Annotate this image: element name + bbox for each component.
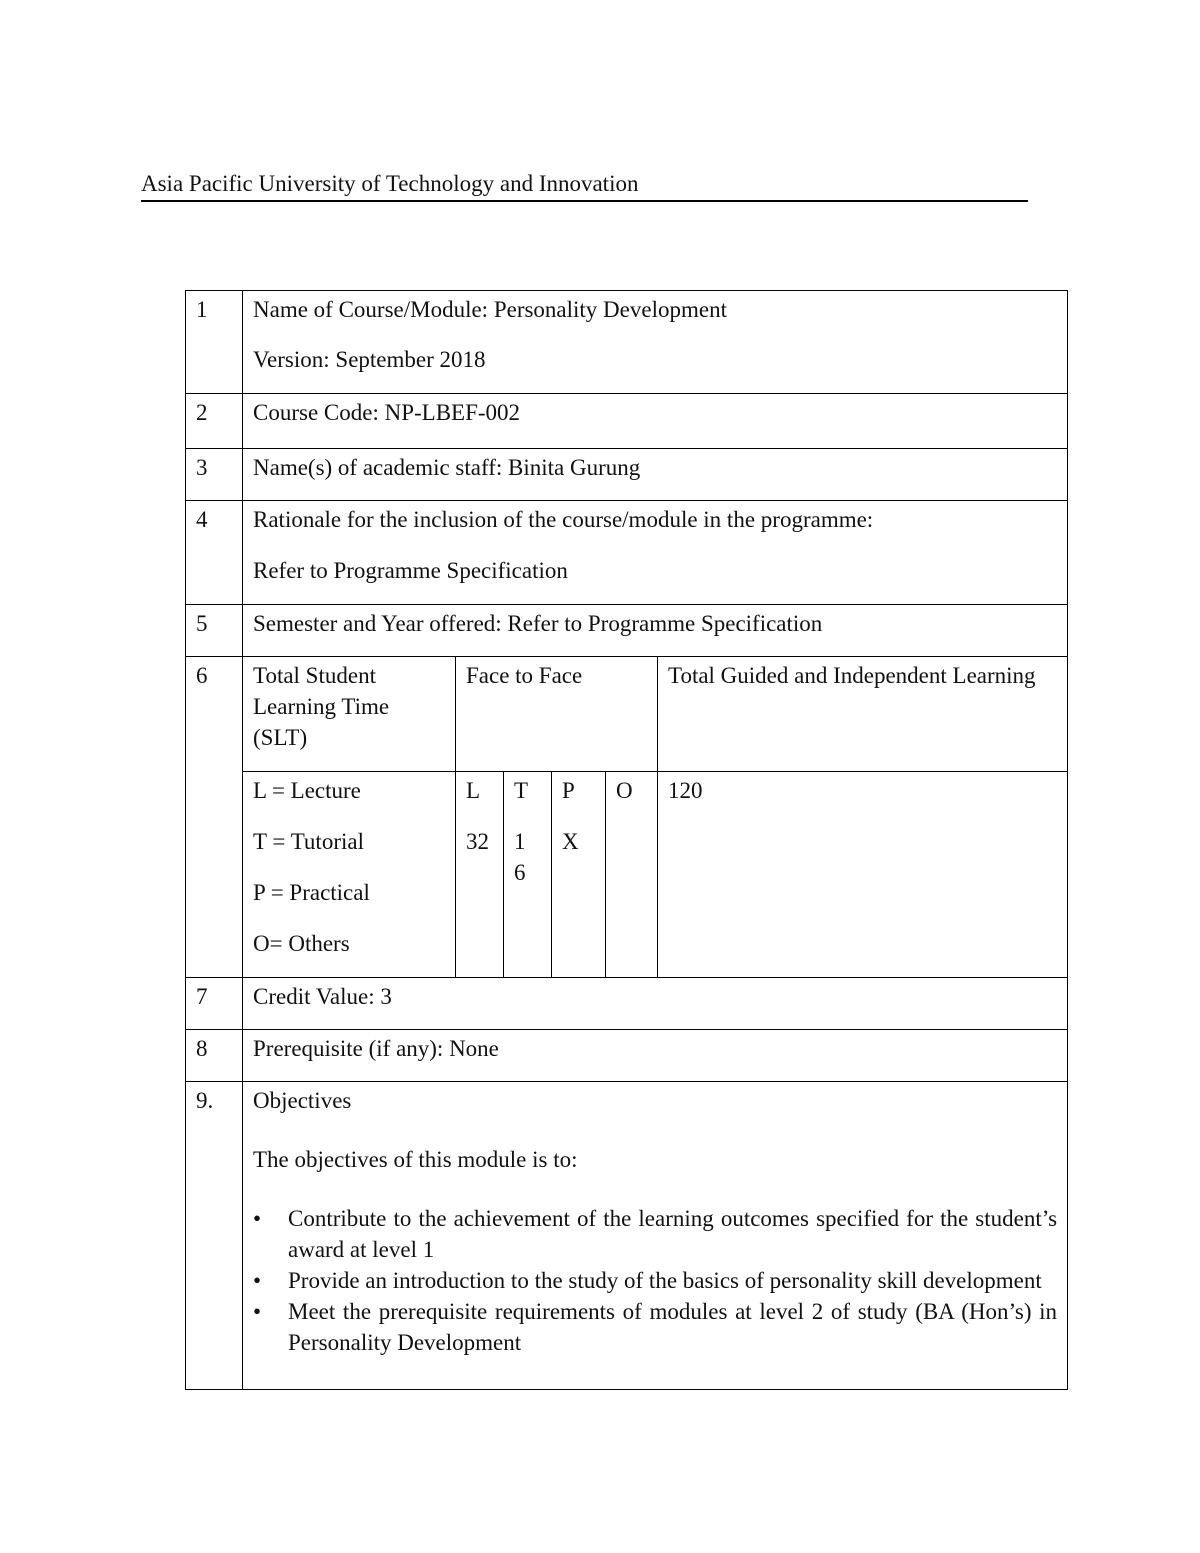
lecture-hours: 32 [466, 829, 489, 854]
lecture-label: L [466, 778, 481, 803]
guided-learning-value: 120 [658, 772, 1068, 978]
row-academic-staff [186, 449, 1068, 501]
practical-hours: X [562, 829, 579, 854]
row-number: 7 [186, 978, 243, 1030]
row-slt-values [186, 772, 1068, 978]
list-item [253, 1265, 1057, 1296]
tutorial-hours: 1 6 [514, 829, 526, 885]
prerequisite: Prerequisite (if any): None [243, 1030, 1068, 1082]
tutorial-column [504, 772, 552, 978]
others-column [606, 772, 658, 978]
objectives-cell [243, 1082, 1068, 1390]
practical-label: P [562, 778, 575, 803]
list-item [253, 1203, 1057, 1265]
list-item [253, 1296, 1057, 1358]
course-code: Course Code: NP-LBEF-002 [243, 394, 1068, 449]
row-semester [186, 605, 1068, 657]
tutorial-label: T [514, 778, 529, 803]
row-objectives [186, 1082, 1068, 1390]
row-course-code [186, 394, 1068, 449]
row-number: 5 [186, 605, 243, 657]
objectives-intro: The objectives of this module is to: [253, 1147, 578, 1172]
row-prerequisite [186, 1030, 1068, 1082]
slt-legend [243, 772, 456, 978]
guided-learning-header: Total Guided and Independent Learning [658, 657, 1068, 772]
credit-value: Credit Value: 3 [243, 978, 1068, 1030]
row-number: 1 [186, 291, 243, 394]
course-version: Version: September 2018 [253, 347, 486, 372]
objective-text: Provide an introduction to the study of the basics of personality skill development [288, 1268, 1042, 1293]
legend-practical: P = Practical [253, 880, 370, 905]
objective-text: Contribute to the achievement of the learning outcomes specified for the student’s award at level 1 [288, 1206, 1058, 1262]
others-label: O [616, 778, 633, 803]
lecture-column [456, 772, 504, 978]
row-credit-value [186, 978, 1068, 1030]
slt-header: Total Student Learning Time (SLT) [243, 657, 456, 772]
row-number: 2 [186, 394, 243, 449]
objectives-title: Objectives [253, 1088, 352, 1113]
legend-others: O= Others [253, 931, 350, 956]
row-number: 3 [186, 449, 243, 501]
rationale-label: Rationale for the inclusion of the course/module in the programme: [253, 507, 874, 532]
row-rationale [186, 501, 1068, 605]
semester-offered: Semester and Year offered: Refer to Programme Specification [243, 605, 1068, 657]
bullet-icon: • [253, 1268, 262, 1293]
course-name: Name of Course/Module: Personality Development [253, 297, 727, 322]
course-spec-table [185, 290, 1068, 1390]
bullet-icon: • [253, 1299, 262, 1324]
row-number: 9. [186, 1082, 243, 1390]
row-number: 8 [186, 1030, 243, 1082]
rationale-value: Refer to Programme Specification [253, 558, 568, 583]
row-number: 6 [186, 657, 243, 978]
objective-text: Meet the prerequisite requirements of modules at level 2 of study (BA (Hon’s) in Personality Development [288, 1299, 1058, 1355]
row-course-name [186, 291, 1068, 394]
academic-staff: Name(s) of academic staff: Binita Gurung [243, 449, 1068, 501]
objectives-list [253, 1203, 1057, 1358]
institution-header: Asia Pacific University of Technology and Innovation [141, 170, 1028, 202]
legend-tutorial: T = Tutorial [253, 829, 364, 854]
row-slt-header [186, 657, 1068, 772]
legend-lecture: L = Lecture [253, 778, 361, 803]
practical-column [552, 772, 606, 978]
face-to-face-header: Face to Face [456, 657, 658, 772]
bullet-icon: • [253, 1206, 262, 1231]
row-number: 4 [186, 501, 243, 605]
